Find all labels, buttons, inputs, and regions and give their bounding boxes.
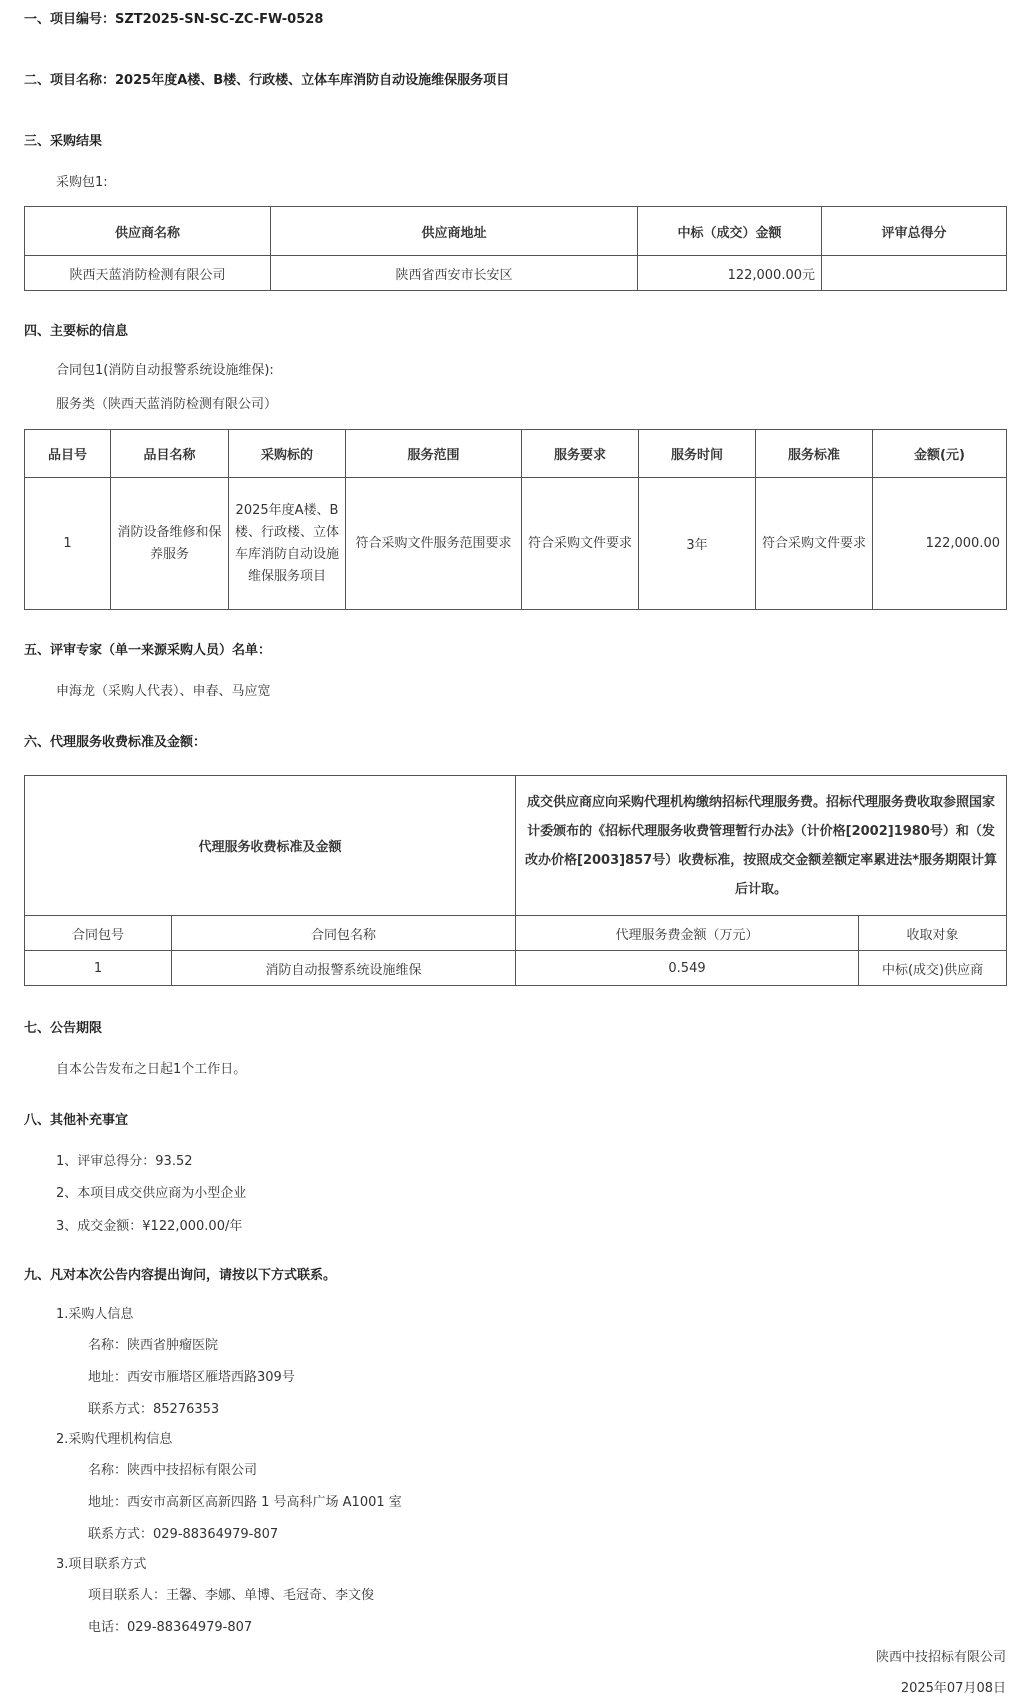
th-item-no: 品目号: [25, 430, 111, 478]
contract-name: 消防自动报警系统设施维保: [172, 951, 516, 986]
list-item: 1、评审总得分：93.52: [56, 1154, 193, 1169]
fee-table: [24, 775, 1007, 986]
section-main-subject: 四、主要标的信息: [24, 324, 129, 339]
fee-standard-label: 代理服务收费标准及金额: [25, 776, 516, 916]
list-item: 3、成交金额：¥122,000.00/年: [56, 1219, 243, 1234]
th-scope: 服务范围: [346, 430, 522, 478]
th-bid-amount: 中标（成交）金额: [638, 207, 822, 256]
contact-info-title: 3.项目联系方式: [56, 1557, 147, 1572]
fee-amount: 0.549: [516, 951, 859, 986]
th-requirement: 服务要求: [522, 430, 639, 478]
contract-package-label: 合同包1(消防自动报警系统设施维保):: [56, 363, 274, 378]
item-no: 1: [25, 478, 111, 610]
th-service-time: 服务时间: [639, 430, 756, 478]
scope: 符合采购文件服务范围要求: [346, 478, 522, 610]
service-category: 服务类（陕西天蓝消防检测有限公司）: [56, 397, 278, 412]
section-project-name: 二、项目名称：2025年度A楼、B楼、行政楼、立体车库消防自动设施维保服务项目: [24, 73, 510, 88]
th-contract-no: 合同包号: [25, 916, 172, 951]
th-subject: 采购标的: [229, 430, 346, 478]
buyer-address: 地址：西安市雁塔区雁塔西路309号: [88, 1370, 295, 1385]
section-procurement-result: 三、采购结果: [24, 134, 103, 149]
notice-period-text: 自本公告发布之日起1个工作日。: [56, 1062, 247, 1077]
th-contract-name: 合同包名称: [172, 916, 516, 951]
contract-no: 1: [25, 951, 172, 986]
agent-address: 地址：西安市高新区高新四路 1 号高科广场 A1001 室: [88, 1495, 402, 1510]
th-fee-target: 收取对象: [859, 916, 1007, 951]
footer-date: 2025年07月08日: [900, 1681, 1006, 1696]
th-fee-amount: 代理服务费金额（万元）: [516, 916, 859, 951]
requirement: 符合采购文件要求: [522, 478, 639, 610]
section-project-number: 一、项目编号：SZT2025-SN-SC-ZC-FW-0528: [24, 12, 324, 27]
package-label: 采购包1:: [56, 175, 108, 190]
th-item-name: 品目名称: [111, 430, 229, 478]
fee-target: 中标(成交)供应商: [859, 951, 1007, 986]
total-score: [822, 256, 1007, 291]
result-table: [24, 206, 1007, 291]
item-name: 消防设备维修和保养服务: [111, 478, 229, 610]
section-other-matters: 八、其他补充事宜: [24, 1113, 129, 1128]
agent-name: 名称：陕西中技招标有限公司: [88, 1463, 258, 1478]
standard: 符合采购文件要求: [756, 478, 873, 610]
fee-standard-note: 成交供应商应向采购代理机构缴纳招标代理服务费。招标代理服务费收取参照国家计委颁布的《招标代理服务收费管理暂行办法》（计价格[2002]1980号）和（发改办价格[2003]857号）收费标准，按照成交金额差额定率累进法*服务期限计算后计取。: [516, 776, 1007, 916]
list-item: 2、本项目成交供应商为小型企业: [56, 1186, 247, 1201]
contact-phone: 电话：029-88364979-807: [88, 1620, 253, 1635]
section-notice-period: 七、公告期限: [24, 1021, 103, 1036]
th-amount: 金额(元): [873, 430, 1007, 478]
supplier-name: 陕西天蓝消防检测有限公司: [25, 256, 271, 291]
buyer-name: 名称：陕西省肿瘤医院: [88, 1338, 219, 1353]
contact-people: 项目联系人：王馨、李娜、单博、毛冠奇、李文俊: [88, 1588, 375, 1603]
th-supplier-address: 供应商地址: [271, 207, 638, 256]
project-number: SZT2025-SN-SC-ZC-FW-0528: [115, 12, 324, 27]
supplier-address: 陕西省西安市长安区: [271, 256, 638, 291]
buyer-phone: 联系方式：85276353: [88, 1402, 220, 1417]
bid-amount: 122,000.00元: [638, 256, 822, 291]
section-contact: 九、凡对本次公告内容提出询问，请按以下方式联系。: [24, 1268, 337, 1283]
th-standard: 服务标准: [756, 430, 873, 478]
subject: 2025年度A楼、B楼、行政楼、立体车库消防自动设施维保服务项目: [229, 478, 346, 610]
section-experts: 五、评审专家（单一来源采购人员）名单：: [24, 643, 272, 658]
service-time: 3年: [639, 478, 756, 610]
buyer-info-title: 1.采购人信息: [56, 1307, 134, 1322]
subject-table: [24, 429, 1007, 610]
amount: 122,000.00: [873, 478, 1007, 610]
section-agency-fee: 六、代理服务收费标准及金额：: [24, 735, 207, 750]
agent-info-title: 2.采购代理机构信息: [56, 1432, 173, 1447]
th-supplier-name: 供应商名称: [25, 207, 271, 256]
project-name: 2025年度A楼、B楼、行政楼、立体车库消防自动设施维保服务项目: [115, 73, 510, 88]
agent-phone: 联系方式：029-88364979-807: [88, 1527, 279, 1542]
expert-names: 申海龙（采购人代表）、申春、马应宽: [56, 684, 271, 699]
footer-org: 陕西中技招标有限公司: [875, 1650, 1006, 1665]
th-total-score: 评审总得分: [822, 207, 1007, 256]
